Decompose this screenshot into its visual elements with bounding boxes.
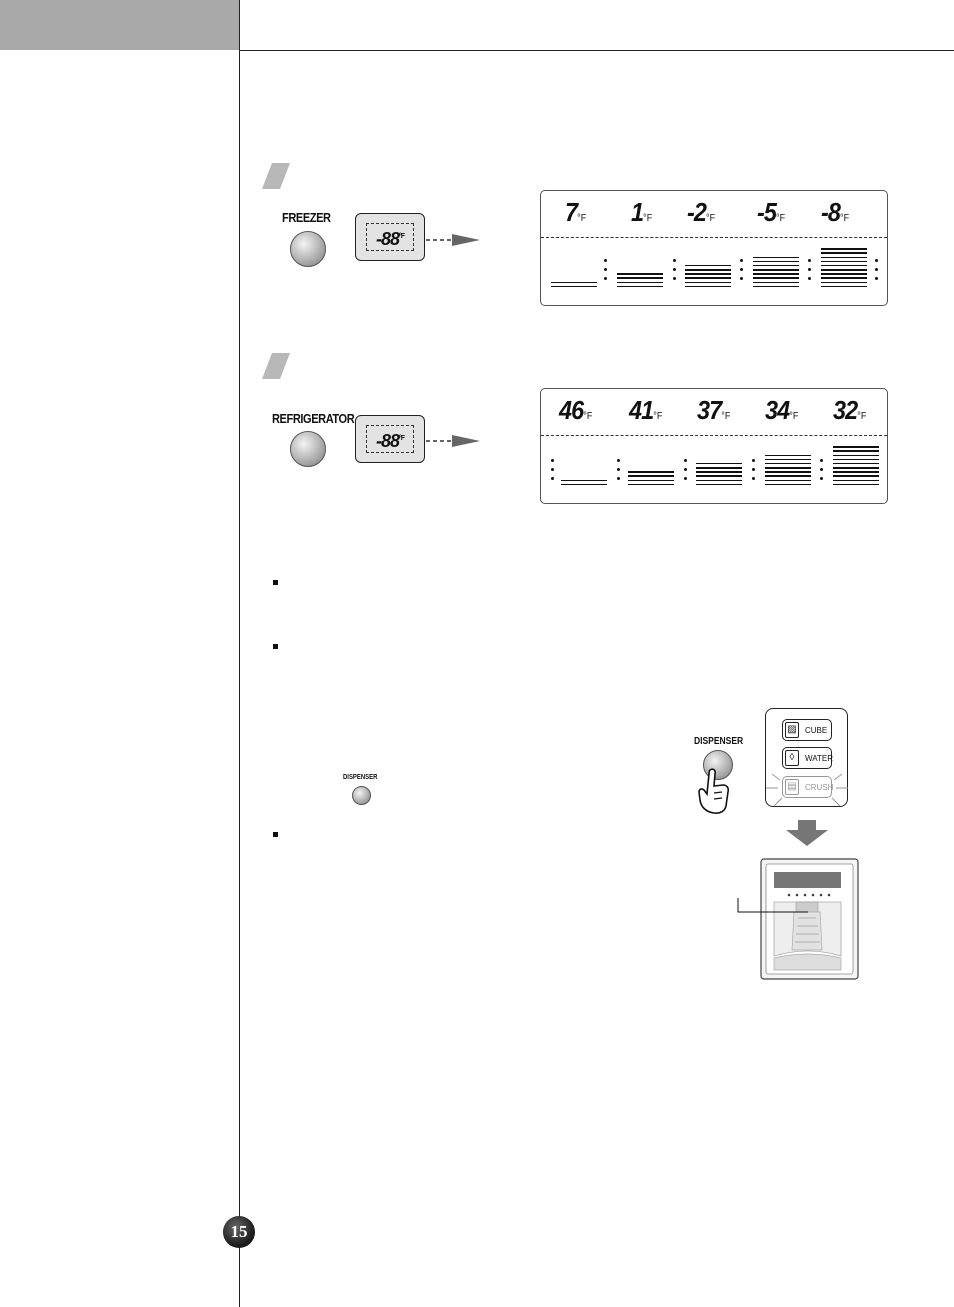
- level-bar-stripe: [685, 265, 731, 267]
- panel-divider: [541, 237, 887, 238]
- level-bar-stripe: [833, 455, 879, 457]
- bullet-marker: [273, 832, 278, 837]
- level-bar-stripe: [628, 475, 674, 477]
- level-bar-stripe: [753, 273, 799, 275]
- level-bar-stripe: [685, 273, 731, 275]
- level-bar-stripe: [821, 265, 867, 267]
- level-bar-stripe: [833, 463, 879, 465]
- level-bar-stripe: [833, 471, 879, 473]
- freezer-lcd-display: [355, 213, 425, 261]
- level-bar-stripe: [561, 484, 607, 486]
- level-bar-stripe: [561, 480, 607, 482]
- freezer-button-label: FREEZER: [282, 210, 331, 225]
- dispenser-small-button[interactable]: [352, 786, 371, 805]
- freezer-temp-4: -5°F: [757, 197, 786, 227]
- level-bar-stripe: [833, 459, 879, 461]
- level-bar-stripe: [753, 282, 799, 284]
- level-bar-stripe: [821, 286, 867, 288]
- level-bar-stripe: [753, 286, 799, 288]
- level-bar-stripe: [628, 471, 674, 473]
- level-bar-stripe: [628, 484, 674, 486]
- level-bar-stripe: [696, 484, 742, 486]
- level-bar-stripe: [821, 252, 867, 254]
- level-bar-stripe: [765, 467, 811, 469]
- refrigerator-button-label: REFRIGERATOR: [272, 411, 355, 426]
- level-bar-stripe: [685, 269, 731, 271]
- level-bar-stripe: [685, 282, 731, 284]
- level-separator: [808, 259, 811, 286]
- level-separator: [684, 459, 687, 486]
- level-separator: [673, 259, 676, 286]
- level-separator: [875, 259, 878, 286]
- refrigerator-temp-3: 37°F: [697, 395, 731, 425]
- level-bar-stripe: [685, 286, 731, 288]
- header-tab: [0, 0, 239, 50]
- level-bar-stripe: [551, 286, 597, 288]
- refrigerator-level-bars-2: [628, 471, 674, 488]
- freezer-lcd-readout: $-88^{^\circ F}$: [366, 223, 414, 251]
- refrigerator-lcd-display: [355, 415, 425, 463]
- level-bar-stripe: [765, 459, 811, 461]
- freezer-temp-3: -2°F: [687, 197, 716, 227]
- level-bar-stripe: [765, 471, 811, 473]
- arrow-right-icon: [426, 431, 482, 451]
- refrigerator-level-bars-3: [696, 463, 742, 488]
- freezer-level-bars-5: [821, 248, 867, 290]
- level-bar-stripe: [821, 257, 867, 259]
- freezer-level-bars-4: [753, 257, 799, 291]
- freezer-level-bars-3: [685, 265, 731, 290]
- panel-divider: [541, 435, 887, 436]
- cube-button-label: CUBE: [805, 726, 828, 735]
- freezer-temp-5: -8°F: [821, 197, 850, 227]
- level-separator: [604, 259, 607, 286]
- level-bar-stripe: [833, 446, 879, 448]
- level-separator: [740, 259, 743, 286]
- bullet-marker: [273, 580, 278, 585]
- refrigerator-level-bars-1: [561, 480, 607, 488]
- level-separator: [820, 459, 823, 486]
- refrigerator-temp-1: 46°F: [559, 395, 593, 425]
- crush-button-label: CRUSH: [805, 783, 834, 792]
- level-bar-stripe: [833, 484, 879, 486]
- level-bar-stripe: [753, 265, 799, 267]
- margin-rule: [239, 0, 240, 1307]
- level-bar-stripe: [753, 261, 799, 263]
- section-slash-icon: [262, 163, 290, 189]
- level-bar-stripe: [617, 286, 663, 288]
- refrigerator-temp-2: 41°F: [629, 395, 663, 425]
- level-bar-stripe: [821, 261, 867, 263]
- level-bar-stripe: [765, 455, 811, 457]
- level-bar-stripe: [765, 484, 811, 486]
- freezer-button[interactable]: [290, 231, 326, 267]
- dispenser-small-label: DISPENSER: [343, 774, 378, 781]
- level-bar-stripe: [753, 257, 799, 259]
- water-button[interactable]: [782, 747, 832, 769]
- dispenser-label: DISPENSER: [694, 736, 744, 747]
- page-number: 15: [223, 1216, 255, 1248]
- level-bar-stripe: [696, 471, 742, 473]
- level-bar-stripe: [617, 277, 663, 279]
- water-button-label: WATER: [805, 754, 833, 763]
- level-bar-stripe: [833, 450, 879, 452]
- level-bar-stripe: [833, 480, 879, 482]
- level-separator: [617, 459, 620, 486]
- refrigerator-lcd-readout: $-88^{^\circ F}$: [366, 425, 414, 453]
- freezer-temp-1: 7°F: [565, 197, 587, 227]
- level-bar-stripe: [821, 282, 867, 284]
- level-bar-stripe: [696, 463, 742, 465]
- refrigerator-level-bars-4: [765, 455, 811, 489]
- level-bar-stripe: [753, 269, 799, 271]
- freezer-temp-2: 1°F: [631, 197, 653, 227]
- water-drop-icon: ◊: [785, 750, 799, 766]
- level-bar-stripe: [617, 282, 663, 284]
- level-bar-stripe: [765, 463, 811, 465]
- level-bar-stripe: [753, 277, 799, 279]
- refrigerator-temp-5: 32°F: [833, 395, 867, 425]
- arrow-right-icon: [426, 230, 482, 250]
- level-bar-stripe: [696, 475, 742, 477]
- level-bar-stripe: [821, 248, 867, 250]
- glow-lines-icon: [764, 770, 850, 810]
- level-bar-stripe: [696, 467, 742, 469]
- level-bar-stripe: [821, 273, 867, 275]
- level-separator: [551, 459, 554, 486]
- cube-button[interactable]: [782, 719, 832, 741]
- refrigerator-level-bars-5: [833, 446, 879, 488]
- refrigerator-button[interactable]: [290, 431, 326, 467]
- dispenser-unit-illustration: [734, 858, 860, 980]
- level-bar-stripe: [765, 480, 811, 482]
- level-bar-stripe: [833, 475, 879, 477]
- freezer-level-bars-2: [617, 273, 663, 290]
- crushed-ice-icon: ▤: [785, 779, 799, 795]
- level-bar-stripe: [821, 269, 867, 271]
- level-bar-stripe: [821, 277, 867, 279]
- header-rule: [239, 50, 954, 51]
- level-bar-stripe: [685, 277, 731, 279]
- level-bar-stripe: [617, 273, 663, 275]
- level-bar-stripe: [833, 467, 879, 469]
- refrigerator-temp-4: 34°F: [765, 395, 799, 425]
- freezer-level-bars-1: [551, 282, 597, 290]
- level-bar-stripe: [628, 480, 674, 482]
- section-slash-icon: [262, 353, 290, 379]
- refrigerator-temp-panel: [540, 388, 888, 504]
- arrow-down-icon: [786, 820, 828, 846]
- pressing-hand-icon: [696, 766, 736, 816]
- level-bar-stripe: [696, 480, 742, 482]
- level-bar-stripe: [551, 282, 597, 284]
- cube-icon: ▨: [785, 722, 799, 738]
- level-bar-stripe: [765, 475, 811, 477]
- freezer-temp-panel: [540, 190, 888, 306]
- level-separator: [752, 459, 755, 486]
- bullet-marker: [273, 644, 278, 649]
